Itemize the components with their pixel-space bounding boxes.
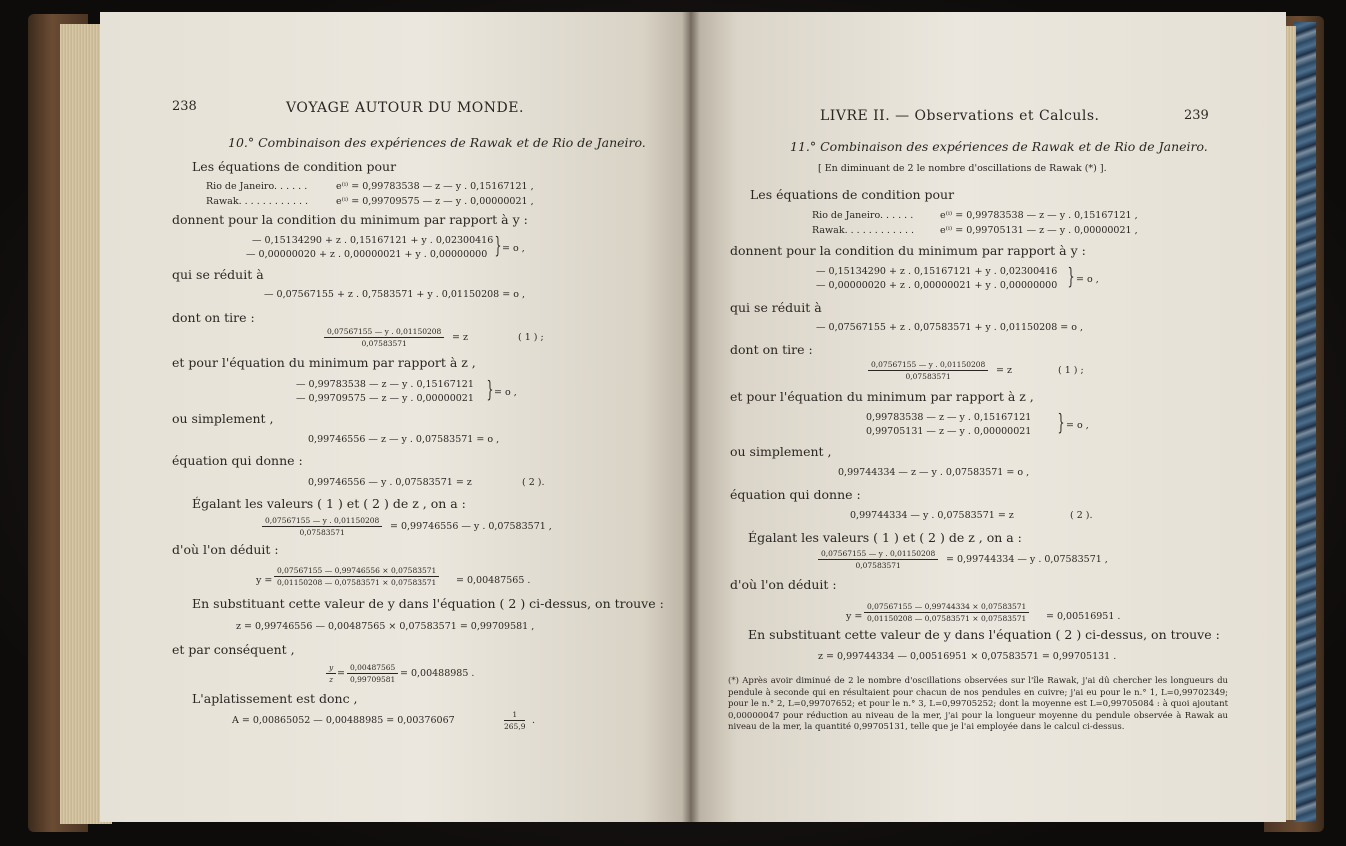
equation: — 0,00000020 + z . 0,00000021 + y . 0,00000000 — [816, 280, 1058, 291]
equation-number: ( 2 ). — [1070, 510, 1093, 521]
text-line: donnent pour la condition du minimum par rapport à y : — [730, 243, 1086, 258]
text-line: dont on tire : — [172, 310, 255, 325]
equation: z = 0,99744334 — 0,00516951 × 0,07583571 = 0,99705131 . — [818, 651, 1117, 662]
fraction — [504, 710, 525, 731]
denominator: 0,01150208 — 0,07583571 × 0,07583571 — [867, 614, 1027, 623]
equation: = o , — [1066, 420, 1089, 431]
equation: 0,99783538 — z — y . 0,15167121 — [866, 412, 1032, 423]
equation: — 0,15134290 + z . 0,15167121 + y . 0,02300416 — [252, 235, 494, 246]
equation: = z — [996, 365, 1012, 376]
equation: = 0,99744334 — y . 0,07583571 , — [946, 554, 1108, 565]
text-line: ou simplement , — [730, 444, 832, 459]
equation: e⁽ⁱ⁾ = 0,99783538 — z — y . 0,15167121 , — [336, 181, 534, 192]
denominator: 0,07583571 — [361, 339, 407, 348]
equation: e⁽ⁱ⁾ = 0,99705131 — z — y . 0,00000021 , — [940, 225, 1138, 236]
text-line: En substituant cette valeur de y dans l'équation ( 2 ) ci-dessus, on trouve : — [748, 627, 1220, 642]
footnote: (*) Après avoir diminué de 2 le nombre d'oscillations observées sur l'île Rawak, j'ai dû chercher les longueurs du pendule à seconde qui en résultaient pour chacun de nos pendules en cuivre; j'ai eu pour le n.° 1, L=0,99702349; pour le n.° 2, L=0,99707652; et pour le n.° 3, L=0,99705252; dont la moyenne est L=0,99705084 : à quoi ajoutant 0,00000047 pour réduction au niveau de la mer, j'ai pour la longueur moyenne du pendule observée à Rawak au niveau de la mer, la quantité 0,99705131, telle que je l'ai employée dans le calcul ci-dessus. — [728, 676, 1228, 732]
numerator: 0,00487565 — [347, 663, 398, 674]
equation: e⁽ⁱ⁾ = 0,99709575 — z — y . 0,00000021 , — [336, 196, 534, 207]
text-line: L'aplatissement est donc , — [192, 691, 358, 706]
equation-number: ( 1 ) ; — [518, 332, 544, 343]
running-head: VOYAGE AUTOUR DU MONDE. — [286, 100, 524, 116]
text-line: équation qui donne : — [730, 487, 861, 502]
text-line: En substituant cette valeur de y dans l'équation ( 2 ) ci-dessus, on trouve : — [192, 596, 664, 611]
equation: — 0,07567155 + z . 0,07583571 + y . 0,01150208 = o , — [816, 322, 1084, 333]
equation: = z — [452, 332, 468, 343]
marbled-edge — [1294, 22, 1316, 822]
equation: = 0,00488985 . — [400, 668, 475, 679]
denominator: 0,01150208 — 0,07583571 × 0,07583571 — [277, 578, 437, 587]
fraction — [326, 663, 336, 684]
text-line: Égalant les valeurs ( 1 ) et ( 2 ) de z , on a : — [748, 530, 1022, 545]
fraction — [347, 663, 398, 684]
denominator: 0,99709581 — [350, 675, 396, 684]
numerator: 0,07567155 — y . 0,01150208 — [868, 360, 988, 371]
right-page — [690, 12, 1286, 822]
equation: 0,99744334 — y . 0,07583571 = z — [850, 510, 1014, 521]
brace: } — [1057, 411, 1065, 436]
equation-label: Rio de Janeiro. . . . . . — [812, 210, 914, 221]
equation: 0,99746556 — z — y . 0,07583571 = o , — [308, 434, 500, 445]
numerator: 0,07567155 — y . 0,01150208 — [818, 549, 938, 560]
text-line: Les équations de condition pour — [192, 159, 397, 174]
text-line: dont on tire : — [730, 342, 813, 357]
text-line: ou simplement , — [172, 411, 274, 426]
text-line: d'où l'on déduit : — [730, 577, 837, 592]
text-line: qui se réduit à — [730, 300, 822, 315]
numerator: 1 — [504, 710, 525, 721]
equation: — 0,15134290 + z . 0,15167121 + y . 0,02300416 — [816, 266, 1058, 277]
numerator: 0,07567155 — 0,99746556 × 0,07583571 — [274, 566, 439, 577]
fraction — [324, 327, 444, 348]
brace: } — [486, 378, 494, 403]
equation: — 0,00000020 + z . 0,00000021 + y . 0,00000000 — [246, 249, 488, 260]
equation: = 0,99746556 — y . 0,07583571 , — [390, 521, 552, 532]
equation-label: Rawak. . . . . . . . . . . . — [812, 225, 915, 236]
equation-label: Rawak. . . . . . . . . . . . — [206, 196, 309, 207]
equation: = — [337, 668, 345, 679]
text-line: équation qui donne : — [172, 453, 303, 468]
text-line: donnent pour la condition du minimum par rapport à y : — [172, 212, 528, 227]
fraction — [864, 602, 1029, 623]
equation: — 0,99709575 — z — y . 0,00000021 — [296, 393, 474, 404]
text-line: Les équations de condition pour — [750, 187, 955, 202]
subtitle: [ En diminuant de 2 le nombre d'oscillations de Rawak (*) ]. — [818, 163, 1107, 174]
denominator: z — [329, 675, 334, 684]
equation: . — [532, 715, 536, 726]
fraction — [274, 566, 439, 587]
book-gutter — [682, 12, 700, 822]
numerator: y — [326, 663, 336, 674]
text-line: d'où l'on déduit : — [172, 542, 279, 557]
equation: = o , — [1076, 274, 1099, 285]
fraction — [818, 549, 938, 570]
equation: = o , — [494, 387, 517, 398]
equation: y = — [846, 611, 863, 622]
equation-number: ( 2 ). — [522, 477, 545, 488]
fraction — [262, 516, 382, 537]
text-line: et par conséquent , — [172, 642, 295, 657]
section-title: 11.° Combinaison des expériences de Rawak et de Rio de Janeiro. — [790, 139, 1208, 154]
numerator: 0,07567155 — y . 0,01150208 — [324, 327, 444, 338]
denominator: 265,9 — [504, 722, 526, 731]
equation: = o , — [502, 243, 525, 254]
running-head: LIVRE II. — Observations et Calculs. — [820, 108, 1100, 124]
fraction — [868, 360, 988, 381]
left-page — [100, 12, 690, 822]
denominator: 0,07583571 — [299, 528, 345, 537]
brace: } — [1067, 265, 1075, 290]
numerator: 0,07567155 — y . 0,01150208 — [262, 516, 382, 527]
page-number: 238 — [172, 99, 197, 114]
equation: z = 0,99746556 — 0,00487565 × 0,07583571 = 0,99709581 , — [236, 621, 535, 632]
equation: 0,99705131 — z — y . 0,00000021 — [866, 426, 1032, 437]
equation: — 0,99783538 — z — y . 0,15167121 — [296, 379, 474, 390]
numerator: 0,07567155 — 0,99744334 × 0,07583571 — [864, 602, 1029, 613]
text-line: et pour l'équation du minimum par rapport à z , — [172, 355, 476, 370]
denominator: 0,07583571 — [855, 561, 901, 570]
page-number: 239 — [1184, 108, 1209, 123]
section-title: 10.° Combinaison des expériences de Rawak et de Rio de Janeiro. — [228, 135, 646, 150]
equation: — 0,07567155 + z . 0,7583571 + y . 0,01150208 = o , — [264, 289, 525, 300]
text-line: et pour l'équation du minimum par rapport à z , — [730, 389, 1034, 404]
equation: 0,99746556 — y . 0,07583571 = z — [308, 477, 472, 488]
brace: } — [494, 234, 502, 259]
equation: y = — [256, 575, 273, 586]
equation: 0,99744334 — z — y . 0,07583571 = o , — [838, 467, 1030, 478]
text-line: Égalant les valeurs ( 1 ) et ( 2 ) de z , on a : — [192, 496, 466, 511]
equation-label: Rio de Janeiro. . . . . . — [206, 181, 308, 192]
denominator: 0,07583571 — [905, 372, 951, 381]
text-line: qui se réduit à — [172, 267, 264, 282]
equation-number: ( 1 ) ; — [1058, 365, 1084, 376]
equation: A = 0,00865052 — 0,00488985 = 0,00376067 — [232, 715, 455, 726]
equation: = 0,00487565 . — [456, 575, 531, 586]
equation: e⁽ⁱ⁾ = 0,99783538 — z — y . 0,15167121 , — [940, 210, 1138, 221]
equation: = 0,00516951 . — [1046, 611, 1121, 622]
